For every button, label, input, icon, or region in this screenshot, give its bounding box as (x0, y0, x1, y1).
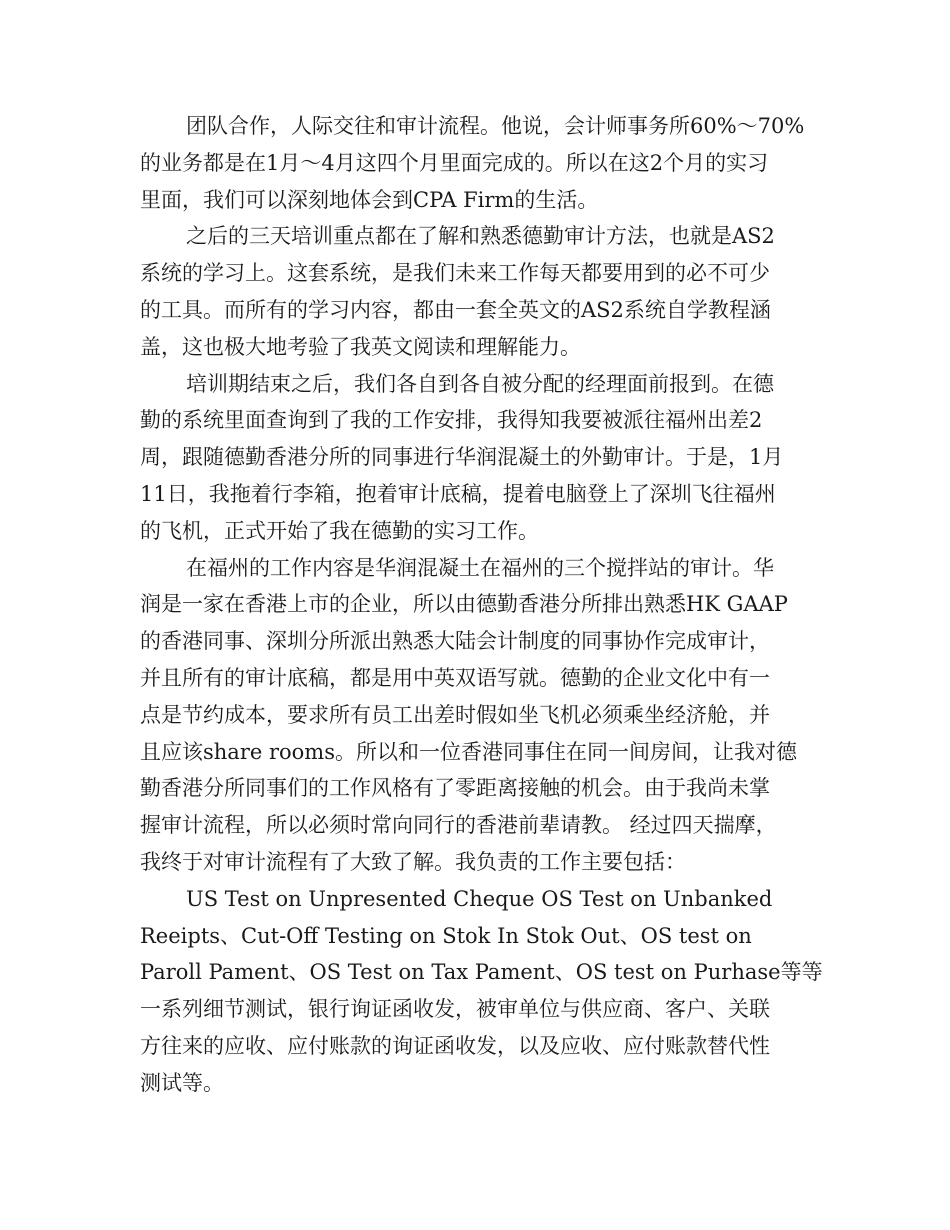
paragraph-3 (140, 366, 810, 550)
text-line: 盖，这也极大地考验了我英文阅读和理解能力。 (140, 334, 581, 359)
text-line: 并且所有的审计底稿，都是用中英双语写就。德勤的企业文化中有一 (140, 665, 770, 690)
text-line: 在福州的工作内容是华润混凝土在福州的三个搅拌站的审计。华 (186, 555, 774, 580)
text-line: 的工具。而所有的学习内容，都由一套全英文的AS2系统自学教程涵 (140, 297, 771, 322)
text-line: 方往来的应收、应付账款的询证函收发，以及应收、应付账款替代性 (140, 1033, 770, 1058)
text-line: 且应该share rooms。所以和一位香港同事住在同一间房间，让我对德 (140, 739, 797, 764)
text-line: 点是节约成本，要求所有员工出差时假如坐飞机必须乘坐经济舱，并 (140, 702, 770, 727)
text-line: 团队合作，人际交往和审计流程。他说，会计师事务所60%～70% (186, 114, 805, 138)
text-line: 我终于对审计流程有了大致了解。我负责的工作主要包括： (140, 849, 686, 874)
paragraph-4 (140, 550, 810, 881)
text-line: 勤香港分所同事们的工作风格有了零距离接触的机会。由于我尚未掌 (140, 776, 770, 801)
text-line: 培训期结束之后，我们各自到各自被分配的经理面前报到。在德 (186, 371, 774, 396)
text-line: US Test on Unpresented Cheque OS Test on Unbanked (186, 886, 773, 911)
text-line: 里面，我们可以深刻地体会到CPA Firm的生活。 (140, 187, 599, 212)
text-line: 的飞机，正式开始了我在德勤的实习工作。 (140, 518, 539, 543)
text-line: 的香港同事、深圳分所派出熟悉大陆会计制度的同事协作完成审计， (140, 629, 770, 654)
text-line: 润是一家在香港上市的企业，所以由德勤香港分所排出熟悉HK GAAP (140, 592, 788, 617)
document-body (140, 108, 823, 1102)
text-line: 勤的系统里面查询到了我的工作安排，我得知我要被派往福州出差2 (140, 408, 763, 433)
text-line: 的业务都是在1月～4月这四个月里面完成的。所以在这2个月的实习 (140, 150, 769, 175)
text-line: 周，跟随德勤香港分所的同事进行华润混凝土的外勤审计。于是，1月 (140, 445, 784, 470)
paragraph-5 (140, 881, 823, 1102)
text-line: 测试等。 (140, 1070, 224, 1095)
text-line: 11日，我拖着行李箱，抱着审计底稿，提着电脑登上了深圳飞往福州 (140, 481, 776, 506)
paragraph-2 (140, 218, 810, 365)
text-line: 系统的学习上。这套系统，是我们未来工作每天都要用到的必不可少 (140, 261, 770, 286)
text-line: 握审计流程，所以必须时常向同行的香港前辈请教。 经过四天揣摩， (140, 813, 777, 838)
text-line: 一系列细节测试，银行询证函收发，被审单位与供应商、客户、关联 (140, 997, 770, 1022)
text-line: Reeipts、Cut-Off Testing on Stok In Stok Out、OS test on (140, 923, 752, 948)
paragraph-1 (140, 108, 810, 218)
text-line: Paroll Pament、OS Test on Tax Pament、OS test on Purhase等等 (140, 960, 823, 985)
text-line: 之后的三天培训重点都在了解和熟悉德勤审计方法，也就是AS2 (186, 224, 775, 249)
